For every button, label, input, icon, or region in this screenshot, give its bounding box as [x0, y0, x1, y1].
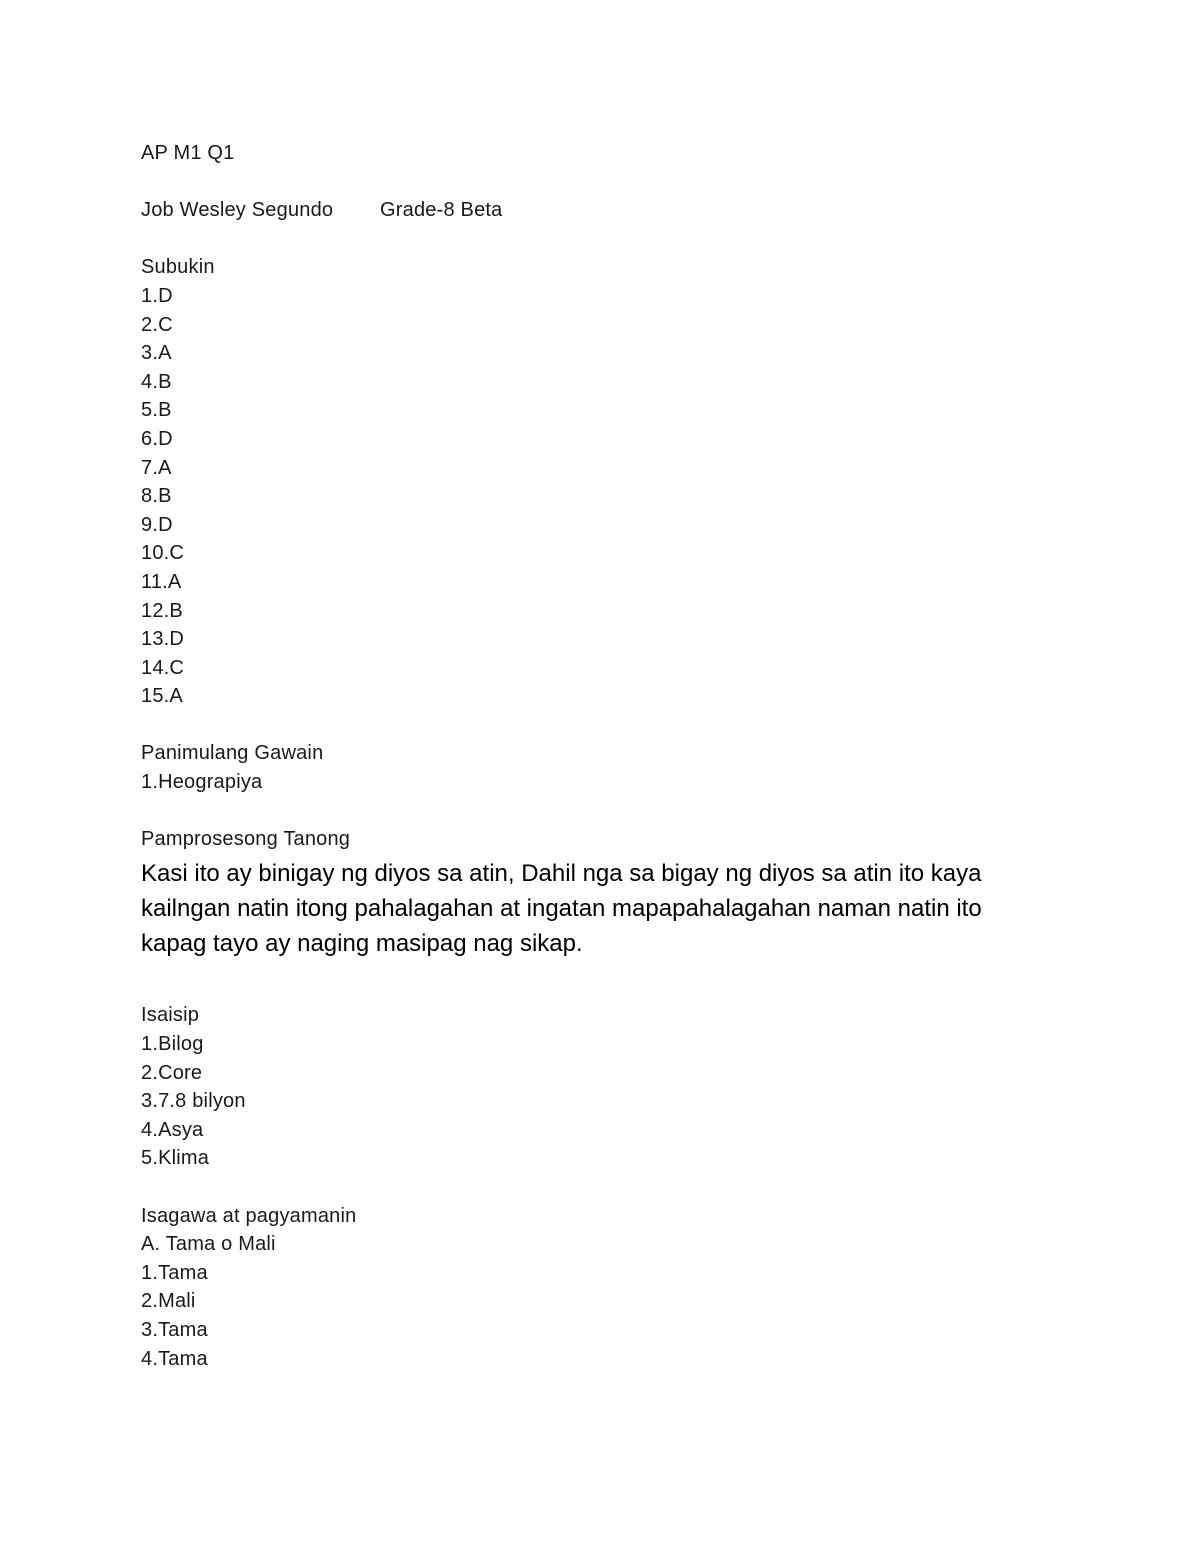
panimulang-gawain-answer-list [141, 768, 1081, 797]
answer-item: 1.D [141, 284, 173, 307]
student-info-row [141, 196, 1081, 225]
subukin-heading: Subukin [141, 256, 215, 279]
answer-item: 4.B [141, 370, 172, 393]
answer-item: 4.Asya [141, 1118, 204, 1141]
answer-item: 2.C [141, 313, 173, 336]
document-body [141, 139, 1081, 1373]
answer-item: 5.Klima [141, 1147, 210, 1170]
spacer [141, 168, 1081, 197]
isagawa-heading: Isagawa at pagyamanin [141, 1204, 357, 1227]
spacer [141, 711, 1081, 740]
spacer [141, 797, 1081, 826]
answer-item: 5.B [141, 399, 172, 422]
answer-item: 1.Tama [141, 1261, 208, 1284]
answer-item: 1.Heograpiya [141, 771, 263, 794]
isaisip-heading: Isaisip [141, 1004, 200, 1027]
spacer [141, 973, 1081, 1002]
answer-item: 3.A [141, 342, 172, 365]
answer-item: 15.A [141, 685, 183, 708]
answer-item: 2.Mali [141, 1290, 196, 1313]
answer-item: 4.Tama [141, 1347, 208, 1370]
subukin-answer-list [141, 282, 1081, 711]
answer-item: 1.Bilog [141, 1033, 204, 1056]
answer-item: 11.A [141, 570, 182, 593]
isagawa-subheading: A. Tama o Mali [141, 1233, 276, 1256]
document-title: AP M1 Q1 [141, 142, 235, 164]
student-name: Job Wesley Segundo [141, 199, 334, 222]
answer-item: 8.B [141, 485, 172, 508]
panimulang-gawain-heading: Panimulang Gawain [141, 742, 324, 765]
answer-item: 9.D [141, 513, 173, 536]
isagawa-answer-list [141, 1259, 1081, 1373]
answer-item: 3.Tama [141, 1318, 208, 1341]
pamprosesong-tanong-heading: Pamprosesong Tanong [141, 828, 351, 851]
answer-item: 2.Core [141, 1061, 203, 1084]
answer-item: 6.D [141, 427, 173, 450]
grade-section: Grade-8 Beta [380, 199, 503, 222]
spacer [141, 1173, 1081, 1202]
pamprosesong-tanong-answer: Kasi ito ay binigay ng diyos sa atin, Dahil nga sa bigay ng diyos sa atin ito kaya kailngan natin itong pahalagahan at ingatan mapapahalagahan naman natin ito kapag tayo ay naging masipag nag sikap. [141, 859, 982, 957]
answer-item: 10.C [141, 542, 185, 565]
answer-item: 7.A [141, 456, 172, 479]
spacer [141, 225, 1081, 254]
answer-item: 3.7.8 bilyon [141, 1090, 246, 1113]
answer-item: 13.D [141, 628, 185, 651]
answer-item: 14.C [141, 656, 185, 679]
isaisip-answer-list [141, 1030, 1081, 1173]
answer-item: 12.B [141, 599, 183, 622]
